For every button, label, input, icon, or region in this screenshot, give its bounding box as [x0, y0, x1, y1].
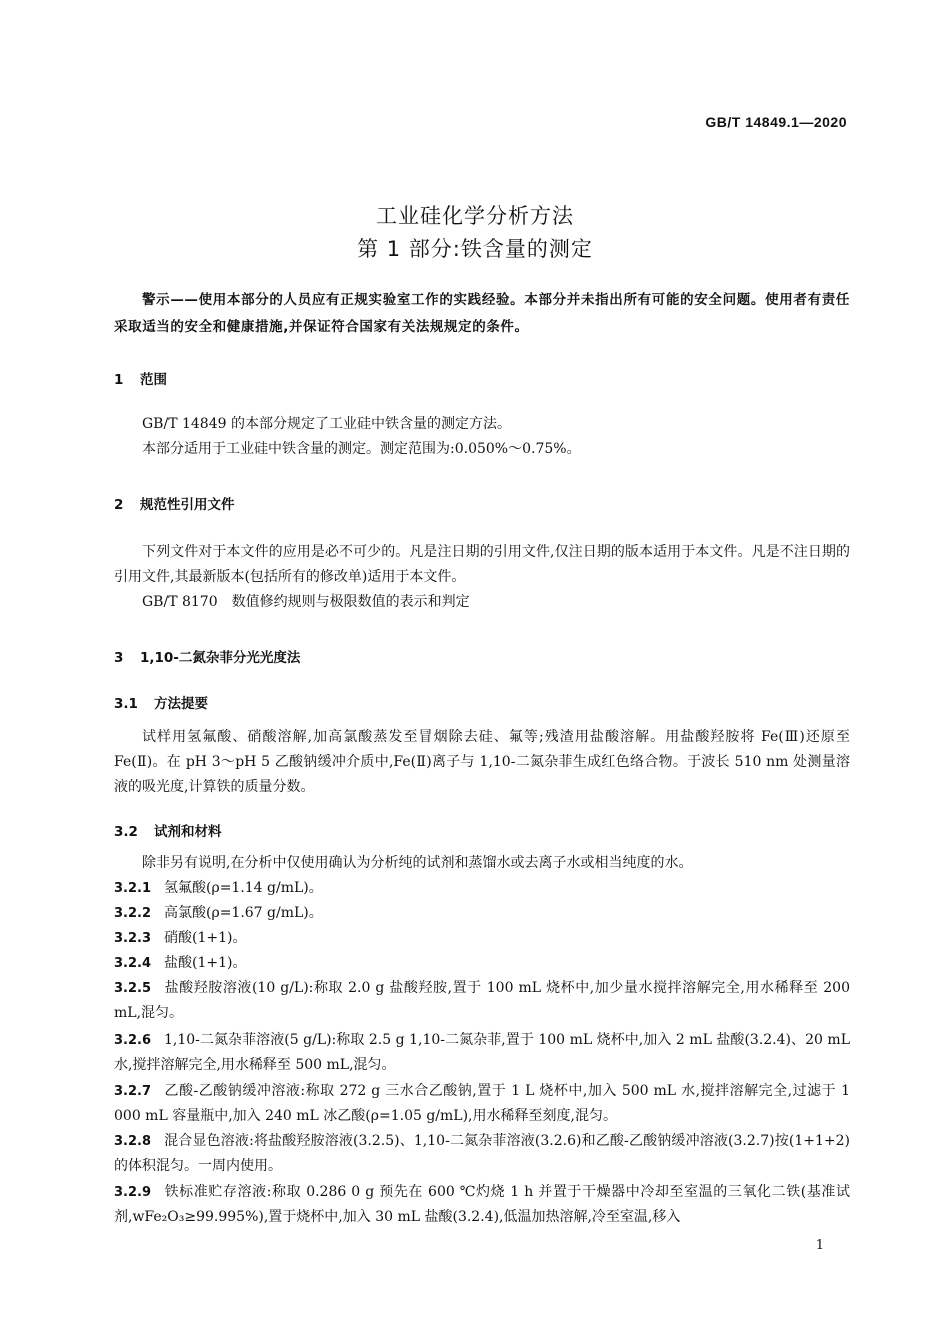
warning-paragraph: 警示——使用本部分的人员应有正规实验室工作的实践经验。本部分并未指出所有可能的安全问题。使用者有责任采取适当的安全和健康措施,并保证符合国家有关法规规定的条件。 [114, 292, 850, 335]
section-number: 1 [114, 372, 124, 388]
item-text: 1,10-二氮杂菲溶液(5 g/L):称取 2.5 g 1,10-二氮杂菲,置于 100 mL 烧杯中,加入 2 mL 盐酸(3.2.4)、20 mL 水,搅拌溶解完全,用水稀释至 500 mL,混匀。 [114, 1032, 850, 1073]
section-heading-2 [114, 493, 235, 513]
references-paragraph: 下列文件对于本文件的应用是必不可少的。凡是注日期的引用文件,仅注日期的版本适用于本文件。凡是不注日期的引用文件,其最新版本(包括所有的修改单)适用于本文件。 [114, 544, 850, 585]
item-text: 氢氟酸(ρ=1.14 g/mL)。 [164, 880, 323, 896]
section-title: 试剂和材料 [154, 824, 222, 840]
section-number: 3 [114, 650, 124, 666]
item-text: 铁标准贮存溶液:称取 0.286 0 g 预先在 600 ℃灼烧 1 h 并置于干燥器中冷却至室温的三氧化二铁(基准试剂,wFe₂O₃≥99.995%),置于烧杯中,加入 30 mL 盐酸(3.2.4),低温加热溶解,冷至室温,移入 [114, 1184, 850, 1225]
reagent-item [114, 1028, 850, 1078]
method-principle-paragraph: 试样用氢氟酸、硝酸溶解,加高氯酸蒸发至冒烟除去硅、氟等;残渣用盐酸溶解。用盐酸羟胺将 Fe(Ⅲ)还原至 Fe(Ⅱ)。在 pH 3～pH 5 乙酸钠缓冲介质中,Fe(Ⅱ)离子与 1,10-二氮杂菲生成红色络合物。于波长 510 nm 处测量溶液的吸光度,计算铁的质量分数。 [114, 729, 850, 795]
section-heading-3 [114, 646, 300, 666]
item-number: 3.2.7 [114, 1084, 152, 1099]
item-text: 混合显色溶液:将盐酸羟胺溶液(3.2.5)、1,10-二氮杂菲溶液(3.2.6)和乙酸-乙酸钠缓冲溶液(3.2.7)按(1+1+2)的体积混匀。一周内使用。 [114, 1133, 850, 1174]
reagent-item [114, 976, 850, 1026]
section-title: 规范性引用文件 [140, 497, 235, 513]
scope-paragraph-1: GB/T 14849 的本部分规定了工业硅中铁含量的测定方法。 [142, 416, 511, 432]
subsection-heading-3-1 [114, 692, 208, 712]
item-number: 3.2.1 [114, 881, 152, 896]
item-text: 硝酸(1+1)。 [164, 930, 247, 946]
reagent-item [114, 1180, 850, 1230]
item-number: 3.2.4 [114, 956, 152, 971]
document-title: 工业硅化学分析方法 [376, 204, 574, 228]
section-number: 2 [114, 497, 124, 513]
item-text: 盐酸(1+1)。 [164, 955, 247, 971]
reagent-item [114, 876, 850, 901]
item-text: 盐酸羟胺溶液(10 g/L):称取 2.0 g 盐酸羟胺,置于 100 mL 烧杯中,加少量水搅拌溶解完全,用水稀释至 200 mL,混匀。 [114, 980, 850, 1021]
item-text: 高氯酸(ρ=1.67 g/mL)。 [164, 905, 323, 921]
item-number: 3.2.5 [114, 981, 152, 996]
item-number: 3.2.3 [114, 931, 152, 946]
item-text: 乙酸-乙酸钠缓冲溶液:称取 272 g 三水合乙酸钠,置于 1 L 烧杯中,加入 500 mL 水,搅拌溶解完全,过滤于 1 000 mL 容量瓶中,加入 240 mL 冰乙酸(ρ=1.05 g/mL),用水稀释至刻度,混匀。 [114, 1083, 850, 1124]
reagents-intro-paragraph: 除非另有说明,在分析中仅使用确认为分析纯的试剂和蒸馏水或去离子水或相当纯度的水。 [142, 855, 693, 871]
document-subtitle: 第 1 部分:铁含量的测定 [357, 237, 593, 261]
subsection-heading-3-2 [114, 820, 222, 840]
item-number: 3.2.6 [114, 1033, 152, 1048]
reagent-item [114, 951, 850, 976]
reagent-item [114, 1079, 850, 1129]
reagent-item [114, 926, 850, 951]
section-title: 1,10-二氮杂菲分光光度法 [140, 650, 301, 666]
standard-code: GB/T 14849.1—2020 [705, 114, 847, 130]
section-heading-1 [114, 368, 167, 388]
item-number: 3.2.8 [114, 1134, 152, 1149]
section-title: 范围 [140, 372, 167, 388]
reagent-item [114, 901, 850, 926]
page-number: 1 [815, 1238, 824, 1253]
section-number: 3.1 [114, 696, 138, 712]
section-title: 方法提要 [154, 696, 208, 712]
reagent-item [114, 1129, 850, 1179]
reference-item: GB/T 8170 数值修约规则与极限数值的表示和判定 [142, 594, 470, 610]
scope-paragraph-2: 本部分适用于工业硅中铁含量的测定。测定范围为:0.050%～0.75%。 [142, 441, 581, 457]
item-number: 3.2.9 [114, 1185, 152, 1200]
section-number: 3.2 [114, 824, 138, 840]
item-number: 3.2.2 [114, 906, 152, 921]
